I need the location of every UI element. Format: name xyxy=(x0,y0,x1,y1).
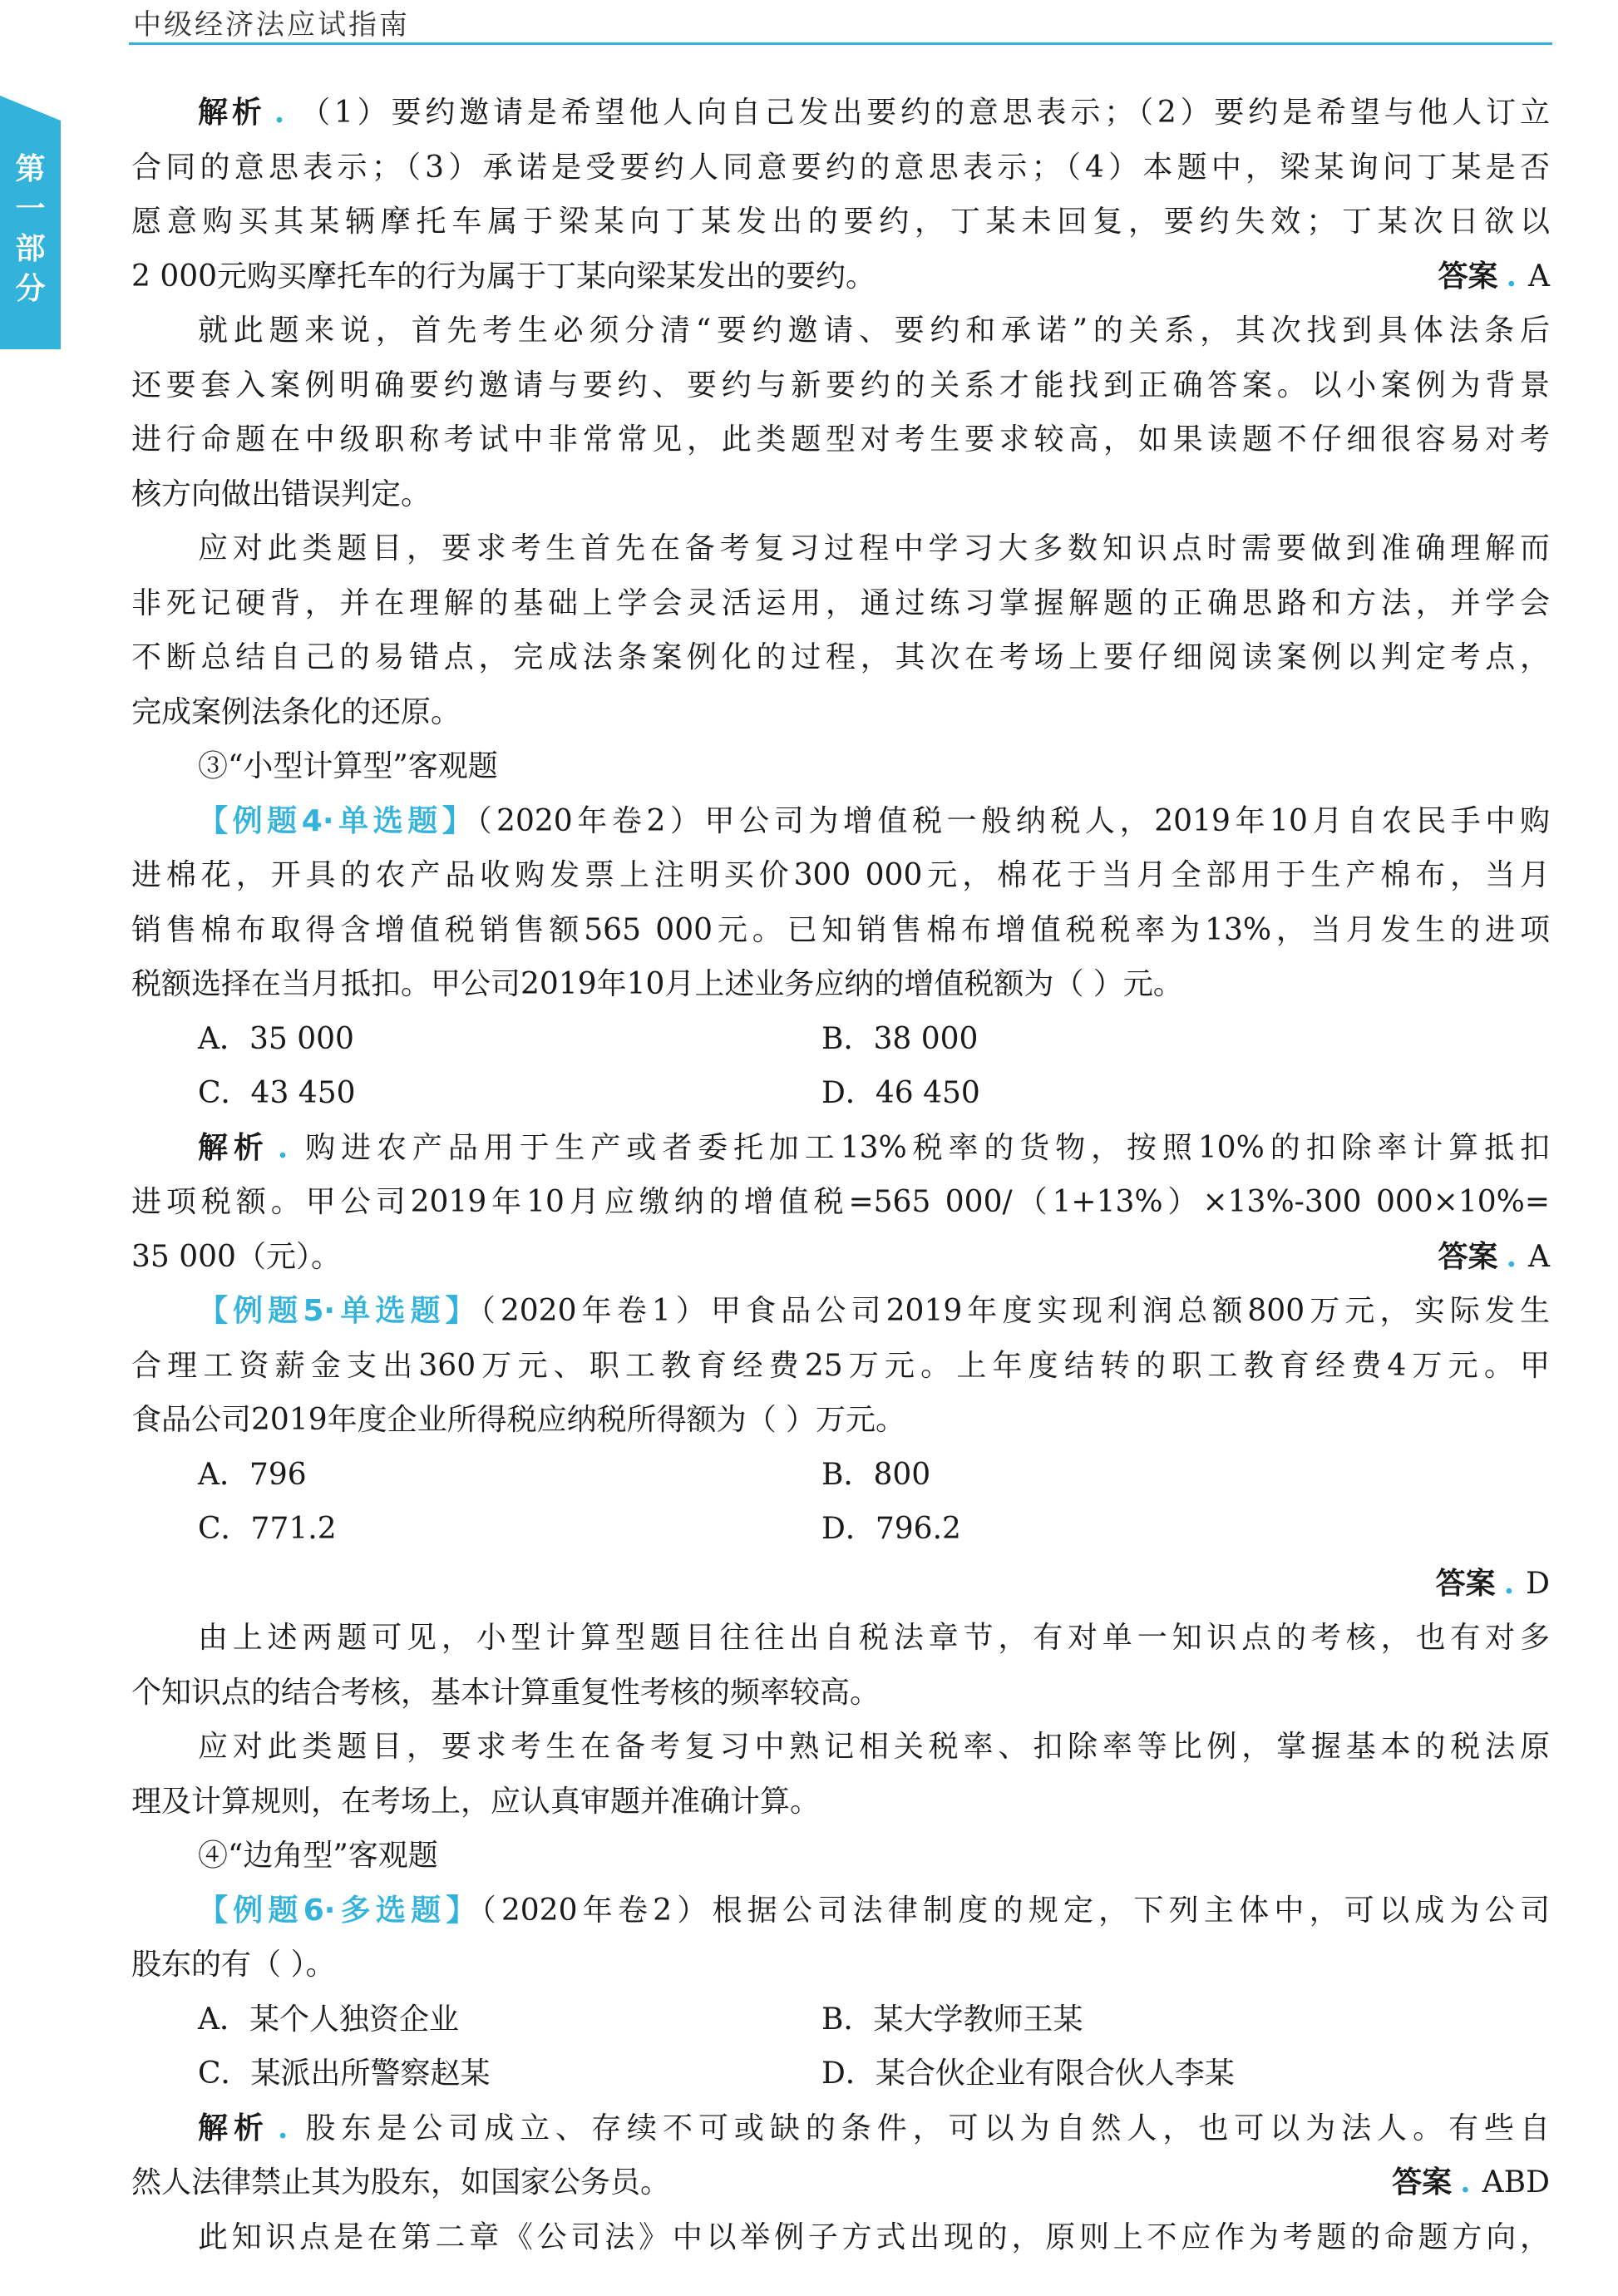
text-line: 应对此类题目，要求考生在备考复习中熟记相关税率、扣除率等比例，掌握基本的税法原 xyxy=(198,1730,1550,1764)
option-item: D．46 450 xyxy=(821,1076,980,1110)
page-content xyxy=(131,86,1550,2264)
option-item: D．某合伙企业有限合伙人李某 xyxy=(821,2057,1235,2091)
question-tag: 【例题6·多选题】 xyxy=(198,1893,481,1928)
analysis-label: 解析 xyxy=(198,1130,269,1165)
text-line: 就此题来说，首先考生必须分清“要约邀请、要约和承诺”的关系，其次找到具体法条后 xyxy=(198,314,1550,348)
text-line: 股东的有（ ）。 xyxy=(131,1948,336,1982)
answer-value: A xyxy=(1528,1239,1550,1274)
answer-line: 答案 . A xyxy=(1438,258,1550,294)
text-line: 核方向做出错误判定。 xyxy=(131,476,432,511)
text-line: 此知识点是在第二章《公司法》中以举例子方式出现的，原则上不应作为考题的命题方向， xyxy=(198,2219,1550,2254)
answer-value: D xyxy=(1526,1566,1550,1601)
text-line: 解析 . 购进农产品用于生产或者委托加工13%税率的货物，按照10%的扣除率计算抵扣 xyxy=(198,1129,1550,1165)
text-line: 由上述两题可见，小型计算型题目往往出自税法章节，有对单一知识点的考核，也有对多 xyxy=(198,1621,1550,1655)
option-item: B．800 xyxy=(821,1457,931,1492)
text-line: 然人法律禁止其为股东，如国家公务员。 答案 . ABD xyxy=(131,2155,1550,2210)
text-line: 2 000元购买摩托车的行为属于丁某向梁某发出的要约。 答案 . A xyxy=(131,249,1550,304)
option-row xyxy=(131,1012,1550,1067)
header-rule xyxy=(129,42,1552,45)
option-item: C．43 450 xyxy=(198,1076,356,1110)
section-heading: ④“边角型”客观题 xyxy=(198,1839,438,1873)
text-line: 35 000（元）。 答案 . A xyxy=(131,1230,1550,1285)
option-item: A．35 000 xyxy=(198,1021,354,1056)
option-item: C．某派出所警察赵某 xyxy=(198,2057,491,2091)
text-line: 还要套入案例明确要约邀请与要约、要约与新要约的关系才能找到正确答案。以小案例为背景 xyxy=(131,368,1550,402)
answer-value: A xyxy=(1528,259,1550,294)
text-line xyxy=(131,1557,1550,1612)
option-row xyxy=(131,2047,1550,2101)
text-line: 合同的意思表示；（3）承诺是受要约人同意要约的意思表示；（4）本题中，梁某询问丁某是否 xyxy=(131,150,1550,185)
text-line: 税额选择在当月抵扣。甲公司2019年10月上述业务应纳的增值税额为（ ）元。 xyxy=(131,967,1183,1001)
side-tab-char: 分 xyxy=(15,272,46,306)
answer-line: 答案 . ABD xyxy=(1392,2165,1550,2200)
text-line: 非死记硬背，并在理解的基础上学会灵活运用，通过练习掌握解题的正确思路和方法，并学会 xyxy=(131,585,1550,620)
text-line: 【例题4·单选题】（2020年卷2）甲公司为增值税一般纳税人，2019年10月自农民手中购 xyxy=(198,803,1550,838)
option-row xyxy=(131,1448,1550,1503)
text-line: 进项税额。甲公司2019年10月应缴纳的增值税=565 000/（1+13%）×13%-300 000×10%= xyxy=(131,1185,1550,1219)
text-line: 个知识点的结合考核，基本计算重复性考核的频率较高。 xyxy=(131,1675,881,1710)
option-item: B．38 000 xyxy=(821,1021,979,1056)
analysis-label: 解析 xyxy=(198,96,266,130)
page-header-title: 中级经济法应试指南 xyxy=(133,8,410,42)
text-line: 【例题5·单选题】（2020年卷1）甲食品公司2019年度实现利润总额800万元，实际发生 xyxy=(198,1294,1550,1328)
option-item: B．某大学教师王某 xyxy=(821,2002,1083,2037)
analysis-label: 解析 xyxy=(198,2111,269,2145)
text-line: 理及计算规则，在考场上，应认真审题并准确计算。 xyxy=(131,1784,821,1819)
text-line: 完成案例法条化的还原。 xyxy=(131,694,461,729)
text-line: 进棉花，开具的农产品收购发票上注明买价300 000元，棉花于当月全部用于生产棉布，当月 xyxy=(131,858,1550,892)
section-heading: ③“小型计算型”客观题 xyxy=(198,749,498,783)
answer-line: 答案 . D xyxy=(1435,1565,1550,1601)
text-line: 进行命题在中级职称考试中非常常见，此类题型对考生要求较高，如果读题不仔细很容易对考 xyxy=(131,422,1550,457)
side-tab-char: 一 xyxy=(15,192,46,226)
answer-value: ABD xyxy=(1482,2165,1550,2200)
side-tab-char: 第 xyxy=(15,152,46,186)
option-row xyxy=(131,1066,1550,1121)
question-tag: 【例题5·单选题】 xyxy=(198,1294,481,1328)
option-row xyxy=(131,1502,1550,1557)
option-item: A．某个人独资企业 xyxy=(198,2002,459,2037)
text-line: 【例题6·多选题】（2020年卷2）根据公司法律制度的规定，下列主体中，可以成为公司 xyxy=(198,1893,1550,1928)
question-tag: 【例题4·单选题】 xyxy=(198,803,477,838)
text-line: 食品公司2019年度企业所得税应纳税所得额为（ ）万元。 xyxy=(131,1403,906,1437)
option-item: D．796.2 xyxy=(821,1512,961,1546)
text-line: 解析 . 股东是公司成立、存续不可或缺的条件，可以为自然人，也可以为法人。有些自 xyxy=(198,2110,1550,2145)
part-side-tab-label xyxy=(0,150,61,309)
option-item: C．771.2 xyxy=(198,1512,337,1546)
side-tab-char: 部 xyxy=(15,232,46,266)
option-item: A．796 xyxy=(198,1457,307,1492)
text-line: 销售棉布取得含增值税销售额565 000元。已知销售棉布增值税税率为13%，当月发生的进项 xyxy=(131,912,1550,947)
text-line: 合理工资薪金支出360万元、职工教育经费25万元。上年度结转的职工教育经费4万元。甲 xyxy=(131,1348,1550,1383)
text-line: 不断总结自己的易错点，完成法条案例化的过程，其次在考场上要仔细阅读案例以判定考点， xyxy=(131,640,1550,674)
text-line: 愿意购买其某辆摩托车属于梁某向丁某发出的要约，丁某未回复，要约失效；丁某次日欲以 xyxy=(131,205,1550,239)
answer-line: 答案 . A xyxy=(1438,1238,1550,1274)
text-line: 应对此类题目，要求考生首先在备考复习过程中学习大多数知识点时需要做到准确理解而 xyxy=(198,531,1550,565)
option-row xyxy=(131,1992,1550,2047)
text-line: 解析 . （1）要约邀请是希望他人向自己发出要约的意思表示；（2）要约是希望与他人订立 xyxy=(198,95,1550,130)
